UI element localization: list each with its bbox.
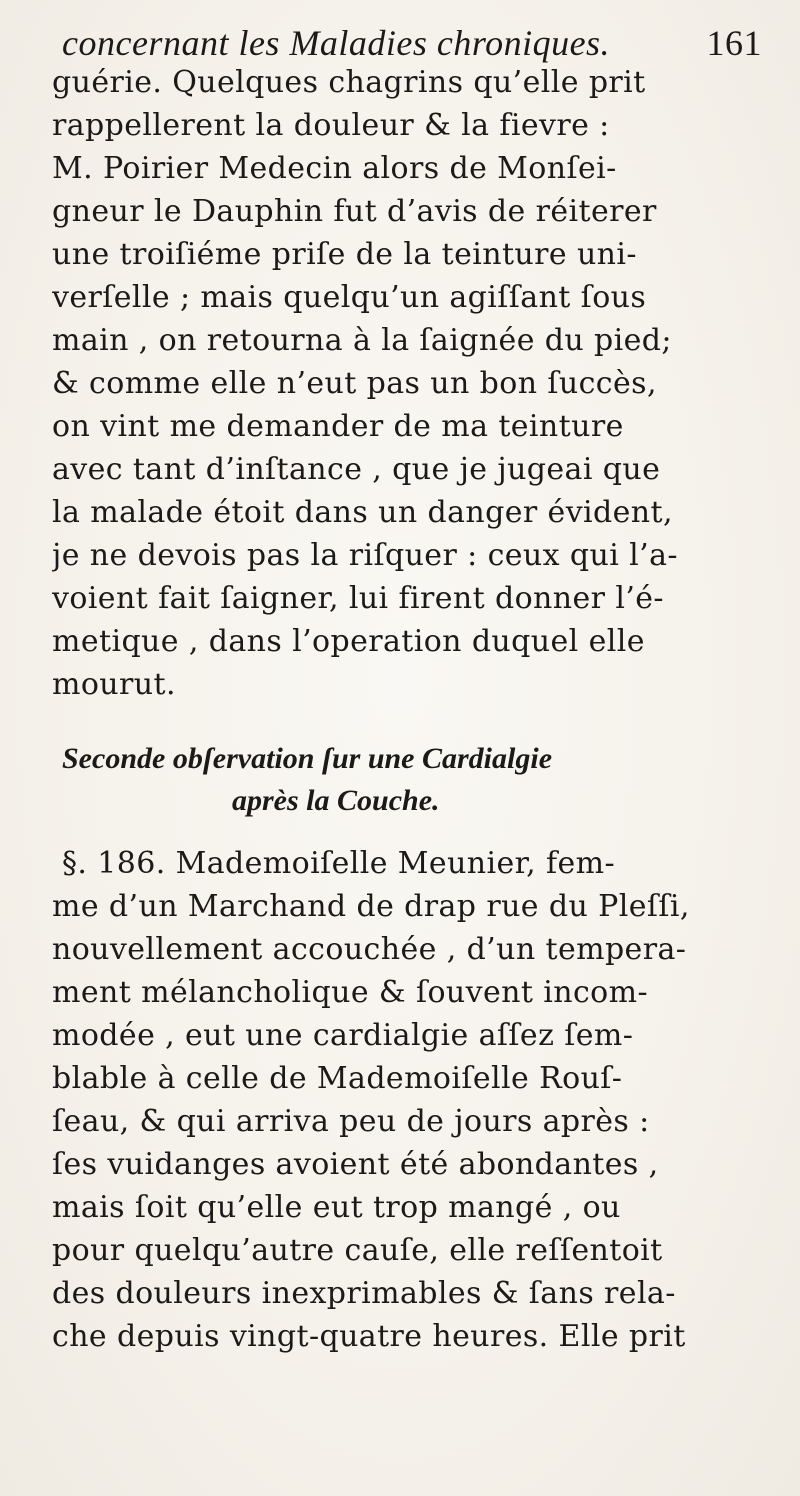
- text-line: che depuis vingt-quatre heures. Elle prit: [52, 1319, 686, 1354]
- text-line: la malade étoit dans un danger évident,: [52, 495, 673, 530]
- text-line: je ne devois pas la riſquer : ceux qui l’a-: [52, 538, 678, 573]
- text-line: ſeau, & qui arriva peu de jours après :: [52, 1104, 650, 1139]
- text-line: verſelle ; mais quelqu’un agiſſant ſous: [52, 280, 647, 315]
- text-line: & comme elle n’eut pas un bon ſuccès,: [52, 366, 657, 401]
- text-line: modée , eut une cardialgie aſſez ſem-: [52, 1018, 634, 1053]
- text-line: mourut.: [52, 667, 176, 702]
- text-line: on vint me demander de ma teinture: [52, 409, 624, 444]
- paragraph-1: [52, 61, 772, 706]
- text-line: voient fait ſaigner, lui firent donner l’é-: [52, 581, 664, 616]
- text-line: une troiſiéme priſe de la teinture uni-: [52, 237, 637, 272]
- running-head-title: concernant les Maladies chroniques.: [62, 23, 611, 63]
- text-line: blable à celle de Mademoiſelle Rouſ-: [52, 1061, 623, 1096]
- text-line: nouvellement accouchée , d’un tempera-: [52, 932, 687, 967]
- text-line: main , on retourna à la ſaignée du pied;: [52, 323, 672, 358]
- text-line: rappellerent la douleur & la fievre :: [52, 108, 610, 143]
- text-line: gneur le Dauphin fut d’avis de réiterer: [52, 194, 657, 229]
- text-line: ſes vuidanges avoient été abondantes ,: [52, 1147, 659, 1182]
- text-line: des douleurs inexprimables & ſans rela-: [52, 1276, 676, 1311]
- text-line: §. 186. Mademoiſelle Meunier, fem-: [62, 846, 616, 881]
- section-heading: [62, 738, 772, 822]
- section-heading-line-1: Seconde obſervation ſur une Cardialgie: [62, 742, 553, 775]
- text-line: metique , dans l’operation duquel elle: [52, 624, 645, 659]
- text-line: mais ſoit qu’elle eut trop mangé , ou: [52, 1190, 621, 1225]
- text-line: guérie. Quelques chagrins qu’elle prit: [52, 65, 646, 100]
- paragraph-2: [52, 842, 772, 1358]
- text-line: pour quelqu’autre cauſe, elle reſſentoit: [52, 1233, 663, 1268]
- text-line: avec tant d’inſtance , que je jugeai que: [52, 452, 661, 487]
- page-number: 161: [706, 23, 762, 63]
- text-line: me d’un Marchand de drap rue du Pleſſi,: [52, 889, 690, 924]
- text-line: M. Poirier Medecin alors de Monſei-: [52, 151, 617, 186]
- text-line: ment mélancholique & ſouvent incom-: [52, 975, 649, 1010]
- section-heading-line-2: après la Couche.: [232, 784, 440, 817]
